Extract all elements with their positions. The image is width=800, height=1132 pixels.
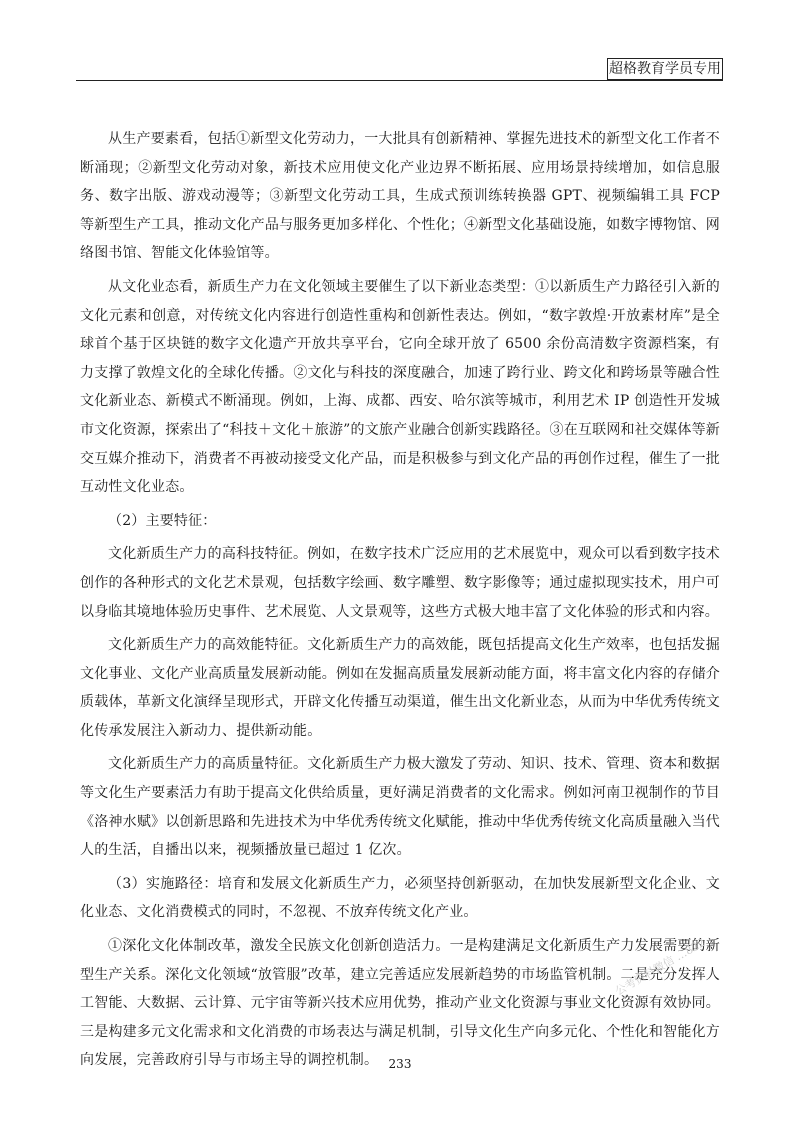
page-number: 233: [388, 1057, 412, 1071]
header-rule: [76, 80, 723, 81]
paragraph: 文化新质生产力的高科技特征。例如，在数字技术广泛应用的艺术展览中，观众可以看到数字技术创作的各种形式的文化艺术景观，包括数字绘画、数字雕塑、数字影像等；通过虚拟现实技术，用户可以身临其境地体验历史事件、艺术展览、人文景观等，这些方式极大地丰富了文化体验的形式和内容。: [80, 546, 720, 620]
document-body: [80, 125, 720, 1080]
paragraph: ①深化文化体制改革，激发全民族文化创新创造活力。一是构建满足文化新质生产力发展需要的新型生产关系。深化文化领域“放管服”改革，建立完善适应发展新趋势的市场监管机制。二是充分发挥人工智能、大数据、云计算、元宇宙等新兴技术应用优势，推动产业文化资源与事业文化资源有效协同。三是构建多元文化需求和文化消费的市场表达与满足机制，引导文化生产向多元化、个性化和智能化方向发展，完善政府引导与市场主导的调控机制。: [80, 938, 720, 1069]
paragraph: （2）主要特征：: [108, 512, 217, 529]
paragraph: 从文化业态看，新质生产力在文化领域主要催生了以下新业态类型：①以新质生产力路径引入新的文化元素和创意，对传统文化内容进行创造性重构和创新性表达。例如，“数字敦煌·开放素材库”是全球首个基于区块链的数字文化遗产开放共享平台，它向全球开放了 6500 余份高清数字资源档案，有力支撑了敦煌文化的全球化传播。②文化与科技的深度融合，加速了跨行业、跨文化和跨场景等融合性文化新业态、新模式不断涌现。例如，上海、成都、西安、哈尔滨等城市，利用艺术 IP 创造性开发城市文化资源，探索出了“科技＋文化＋旅游”的文旅产业融合创新实践路径。③在互联网和社交媒体等新交互媒介推动下，消费者不再被动接受文化产品，而是积极参与到文化产品的再创作过程，催生了一批互动性文化业态。: [80, 278, 720, 496]
paragraph: 从生产要素看，包括①新型文化劳动力，一大批具有创新精神、掌握先进技术的新型文化工作者不断涌现；②新型文化劳动对象，新技术应用使文化产业边界不断拓展、应用场景持续增加，如信息服务、数字出版、游戏动漫等；③新型文化劳动工具，生成式预训练转换器 GPT、视频编辑工具 FCP 等新型生产工具，推动文化产品与服务更加多样化、个性化；④新型文化基础设施，如数字博物馆、网络图书馆、智能文化体验馆等。: [80, 131, 720, 262]
paragraph: 文化新质生产力的高质量特征。文化新质生产力极大激发了劳动、知识、技术、管理、资本和数据等文化生产要素活力有助于提高文化供给质量，更好满足消费者的文化需求。例如河南卫视制作的节目《洛神水赋》以创新思路和先进技术为中华优秀传统文化赋能，推动中华优秀传统文化高质量融入当代人的生活，自播出以来，视频播放量已超过 1 亿次。: [80, 756, 720, 859]
paragraph: 文化新质生产力的高效能特征。文化新质生产力的高效能，既包括提高文化生产效率，也包括发掘文化事业、文化产业高质量发展新动能。例如在发掘高质量发展新动能方面，将丰富文化内容的存储介质载体，革新文化演绎呈现形式，开辟文化传播互动渠道，催生出文化新业态，从而为中华优秀传统文化传承发展注入新动力、提供新动能。: [80, 637, 720, 739]
paragraph: （3）实施路径：培育和发展文化新质生产力，必须坚持创新驱动，在加快发展新型文化企业、文化业态、文化消费模式的同时，不忽视、不放弃传统文化产业。: [80, 875, 720, 921]
watermark: 公考资料微信 …822: [613, 935, 708, 998]
header-label: 超格教育学员专用: [607, 58, 723, 80]
